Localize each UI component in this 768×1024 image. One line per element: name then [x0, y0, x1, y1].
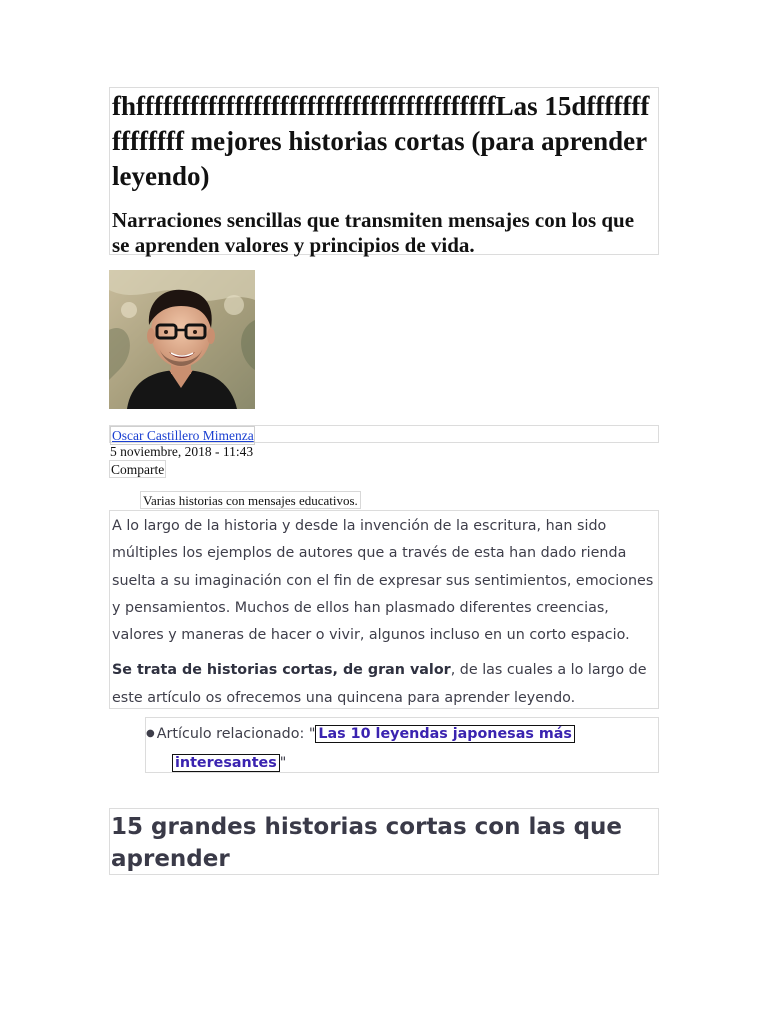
article-title: fhffffffffffffffffffffffffffffffffffffffffLas 15dfffffffffffffff mejores historias cortas (para aprender leyendo) — [112, 91, 650, 191]
image-caption: Varias historias con mensajes educativos. — [140, 491, 361, 509]
related-suffix: " — [279, 755, 287, 771]
intro-paragraph: A lo largo de la historia y desde la invención de la escritura, han sido múltiples los ejemplos de autores que a través de esta han dado rienda suelta a su imaginación con el fin de expresar sus sentimientos, emociones y pensamientos. Muchos de ellos han plasmado diferentes creencias, valores y maneras de hacer o vivir, algunos incluso en un corto espacio. — [112, 518, 654, 644]
summary-text: , de las cuales a lo largo de este artículo os ofrecemos una quincena para aprender leyendo. — [112, 662, 647, 706]
summary-paragraph — [110, 655, 658, 712]
section-header-box — [109, 808, 659, 875]
author-row — [109, 425, 659, 443]
summary-bold-text: Se trata de historias cortas, de gran valor — [112, 662, 451, 679]
publish-date: 5 noviembre, 2018 - 11:43 — [110, 444, 254, 459]
related-article-line-continued — [146, 748, 658, 777]
related-article-line — [146, 718, 658, 748]
article-subtitle: Narraciones sencillas que transmiten mensajes con los que se aprenden valores y principios de vida. — [112, 208, 635, 257]
section-heading: 15 grandes historias cortas con las que aprender — [111, 814, 623, 872]
author-link[interactable]: Oscar Castillero Mimenza — [112, 428, 254, 443]
author-portrait-image — [109, 270, 255, 409]
share-label[interactable]: Comparte — [111, 462, 165, 477]
related-article-box — [145, 717, 659, 773]
related-article-link-continued[interactable]: interesantes — [172, 754, 280, 772]
article-header — [109, 87, 659, 255]
author-photo — [109, 270, 255, 409]
bullet-icon: ● — [146, 728, 155, 739]
related-article-link[interactable]: Las 10 leyendas japonesas más — [315, 725, 574, 743]
related-prefix: Artículo relacionado: " — [156, 726, 316, 742]
article-body — [109, 510, 659, 709]
